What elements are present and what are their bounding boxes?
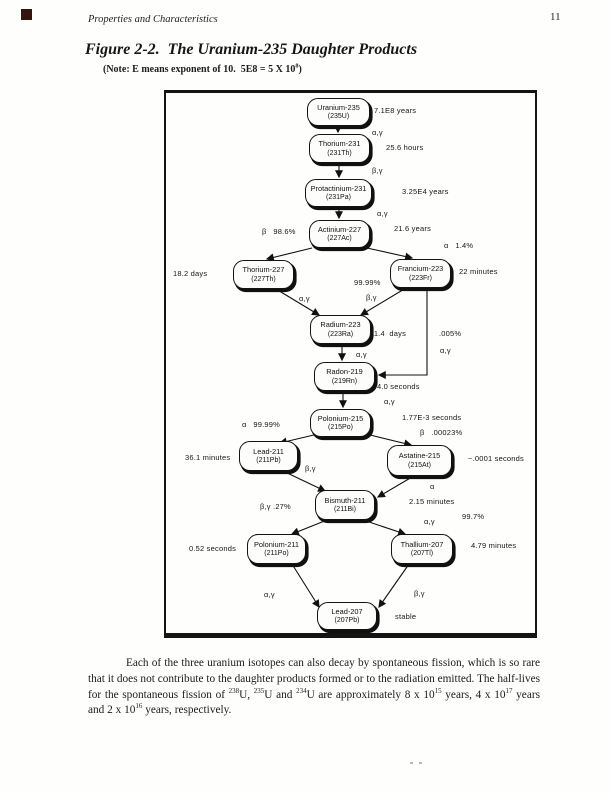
nuclide-name: Thorium-227	[242, 265, 285, 275]
decay-label: 2.15 minutes	[409, 497, 455, 506]
nuclide-symbol: (223Ra)	[327, 330, 354, 338]
scan-artifact	[410, 762, 413, 764]
nuclide-name: Astatine-215	[398, 451, 441, 461]
decay-label: ~.0001 seconds	[468, 454, 524, 463]
nuclide-symbol: (207Tl)	[410, 550, 434, 558]
node-protactinium-231	[305, 179, 372, 207]
nuclide-symbol: (219Rn)	[331, 377, 358, 385]
body-paragraph: Each of the three uranium isotopes can also decay by spontaneous fission, which is so rare that it does not contribute to the daughter products formed or to the radiation emitted. The half-lives for the spontaneous fission of $^{238}$U, $^{235}$U and $^{234}$U are approximately 8 x $10^{15}$ years, 4 x $10^{17}$ years and 2 x $10^{16}$ years, respectively.	[88, 657, 540, 717]
decay-label: α,γ	[264, 590, 275, 599]
decay-label: β,γ	[305, 464, 316, 473]
decay-label: α,γ	[440, 346, 451, 355]
nuclide-symbol: (231Th)	[327, 149, 352, 157]
decay-label: α,γ	[356, 350, 367, 359]
nuclide-symbol: (227Th)	[251, 275, 276, 283]
node-thorium-231	[309, 134, 370, 163]
decay-label: α,γ	[377, 209, 388, 218]
nuclide-name: Polonium-215	[317, 413, 364, 423]
nuclide-symbol: (215At)	[408, 461, 431, 469]
decay-label: 25.6 hours	[386, 143, 424, 152]
node-lead-207	[317, 602, 377, 630]
figure-diagram	[164, 90, 537, 638]
decay-label: β,γ	[366, 293, 377, 302]
decay-label: α 1.4%	[444, 241, 474, 250]
decay-label: α,γ	[384, 397, 395, 406]
node-lead-211	[239, 441, 298, 471]
nuclide-name: Thallium-207	[400, 539, 444, 549]
decay-label: β,γ	[414, 589, 425, 598]
decay-arrow	[267, 248, 312, 259]
node-thallium-207	[391, 534, 453, 564]
decay-label: 11.4 days	[370, 329, 407, 338]
nuclide-name: Radon-219	[326, 367, 363, 377]
decay-label: 21.6 years	[394, 224, 432, 233]
decay-label: α,γ	[424, 517, 435, 526]
decay-label: α,γ	[299, 294, 310, 303]
nuclide-symbol: (231Pa)	[326, 194, 351, 202]
figure-title: Figure 2-2. The Uranium-235 Daughter Products	[85, 41, 418, 58]
node-francium-223	[390, 259, 451, 288]
decay-arrow	[366, 434, 411, 445]
node-polonium-211	[247, 534, 306, 564]
nuclide-symbol: (215Po)	[328, 424, 353, 432]
scan-artifact	[419, 762, 422, 764]
nuclide-name: Actinium-227	[317, 224, 362, 234]
decay-label: β .00023%	[420, 428, 463, 437]
nuclide-symbol: (211Pb)	[256, 457, 281, 465]
decay-arrow	[378, 477, 412, 497]
decay-label: 4.79 minutes	[471, 541, 517, 550]
nuclide-symbol: (211Po)	[264, 550, 289, 558]
decay-label: stable	[395, 612, 417, 621]
decay-label: α 99.99%	[242, 420, 281, 429]
nuclide-name: Radium-223	[320, 320, 361, 330]
decay-label: 36.1 minutes	[185, 453, 231, 462]
decay-label: 99.99%	[354, 278, 381, 287]
node-radon-219	[314, 362, 375, 391]
nuclide-name: Francium-223	[397, 264, 444, 274]
node-bismuth-211	[315, 490, 375, 520]
decay-label: β 98.6%	[262, 227, 296, 236]
decay-label: β,γ	[372, 166, 383, 175]
decay-label: α	[430, 482, 435, 491]
decay-label: 4.0 seconds	[377, 382, 420, 391]
nuclide-symbol: (223Fr)	[409, 274, 432, 282]
nuclide-name: Thorium-231	[318, 139, 361, 149]
decay-label: 0.52 seconds	[189, 544, 237, 553]
decay-arrow	[283, 471, 325, 491]
node-thorium-227	[233, 260, 294, 289]
nuclide-symbol: (235U)	[327, 113, 350, 121]
decay-arrow	[276, 289, 319, 315]
nuclide-name: Bismuth-211	[324, 495, 366, 505]
page-number: 11	[550, 11, 561, 23]
decay-label: 99.7%	[462, 512, 485, 521]
decay-label: 3.25E4 years	[402, 187, 449, 196]
decay-label: 18.2 days	[173, 269, 208, 278]
decay-arrow	[367, 248, 412, 258]
nuclide-name: Lead-207	[331, 606, 363, 616]
decay-label: β,γ .27%	[260, 502, 291, 511]
nuclide-symbol: (207Pb)	[334, 617, 360, 625]
nuclide-name: Protactinium-231	[310, 183, 367, 193]
nuclide-name: Uranium-235	[317, 102, 360, 112]
nuclide-symbol: (227Ac)	[327, 235, 352, 243]
scan-corner-mark	[21, 9, 32, 20]
nuclide-symbol: (211Bi)	[333, 506, 357, 514]
node-uranium-235	[307, 98, 370, 126]
running-head: Properties and Characteristics	[88, 14, 218, 25]
decay-arrow	[292, 564, 319, 607]
node-radium-223	[310, 315, 371, 344]
figure-note: (Note: E means exponent of 10. 5E8 = 5 X $10^8$)	[103, 62, 302, 75]
node-polonium-215	[310, 409, 371, 437]
decay-arrow	[292, 520, 327, 534]
nuclide-name: Polonium-211	[253, 539, 300, 549]
node-astatine-215	[387, 445, 452, 476]
decay-arrow	[363, 520, 405, 534]
decay-label: α,γ	[372, 128, 383, 137]
decay-label: 1.77E-3 seconds	[402, 413, 462, 422]
node-actinium-227	[309, 220, 370, 248]
decay-arrow	[379, 564, 409, 607]
decay-label: 7.1E8 years	[374, 106, 417, 115]
decay-label: 22 minutes	[459, 267, 498, 276]
nuclide-name: Lead-211	[253, 446, 284, 456]
decay-label: .005%	[439, 329, 462, 338]
